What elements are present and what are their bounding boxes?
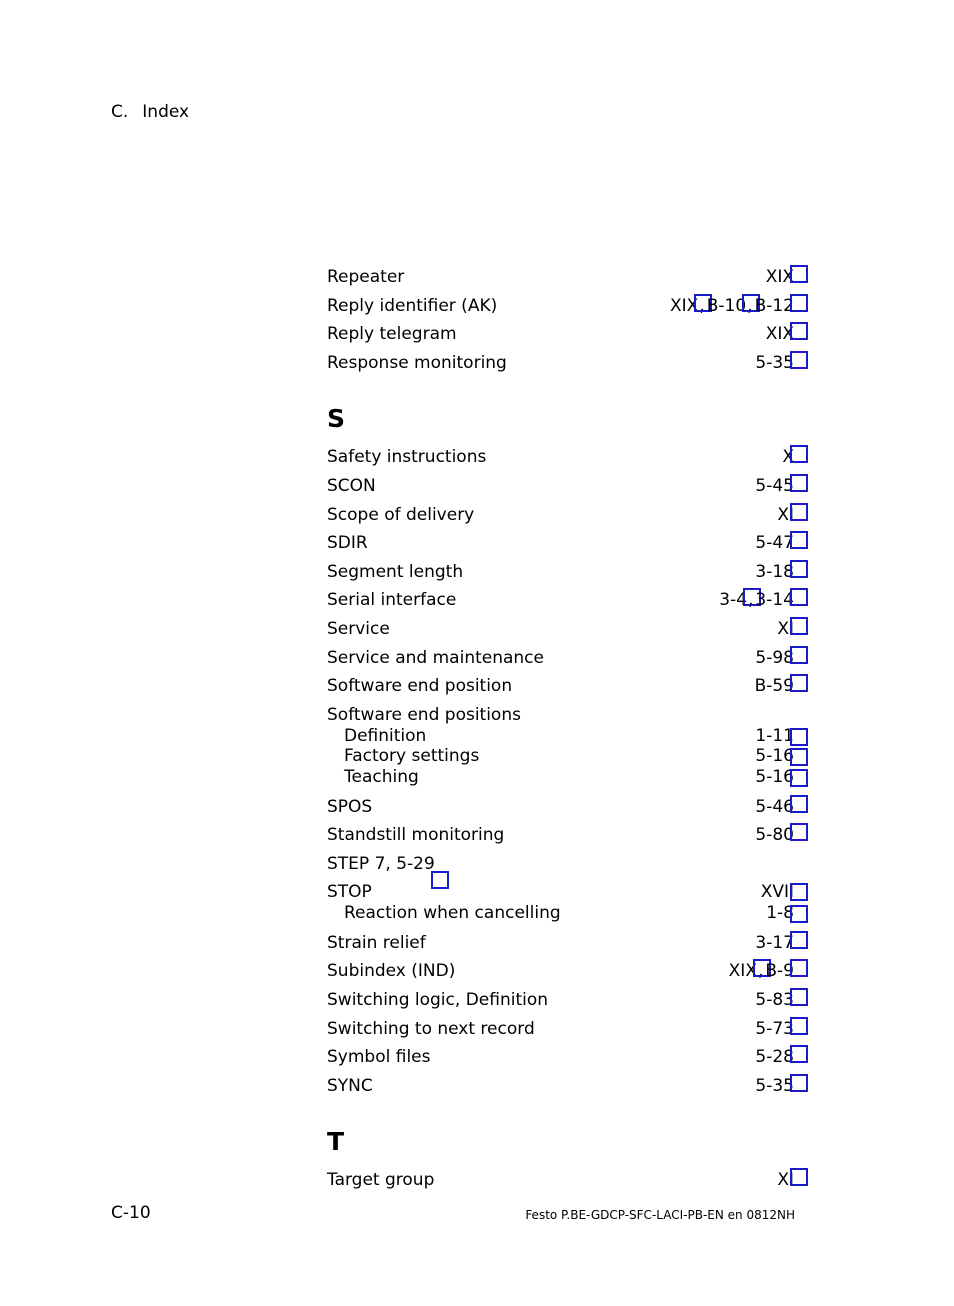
page-references xyxy=(670,292,794,321)
link-box-icon xyxy=(790,1045,808,1063)
page-reference-link[interactable] xyxy=(719,586,747,615)
index-term: SDIR xyxy=(327,533,368,554)
page-reference-link[interactable] xyxy=(755,793,794,822)
page-reference-link[interactable] xyxy=(782,443,794,472)
index-entry xyxy=(327,349,794,378)
index-term: Switching logic, Definition xyxy=(327,990,549,1011)
index-entry xyxy=(327,320,794,349)
index-term: Reaction when cancelling xyxy=(344,903,561,924)
index-entry xyxy=(327,472,794,501)
page-reference-text: 3-18 xyxy=(755,561,794,582)
page-references xyxy=(761,881,794,903)
page-reference-link[interactable] xyxy=(755,529,794,558)
index-term: Symbol files xyxy=(327,1047,431,1068)
index-term: Switching to next record xyxy=(327,1018,535,1039)
page-references xyxy=(755,472,794,501)
index-term: Definition xyxy=(344,725,427,746)
index-term: STOP xyxy=(327,882,372,903)
index-term: Factory settings xyxy=(344,746,480,767)
link-box-icon xyxy=(790,674,808,692)
page-reference-text: X xyxy=(782,447,794,468)
index-letter-heading: T xyxy=(327,1127,345,1157)
page-reference-text: 5-16 xyxy=(755,746,794,767)
page-references xyxy=(755,1072,794,1101)
page-reference-text: 3-4 xyxy=(719,590,747,611)
index-term: SCON xyxy=(327,475,376,496)
page-reference-link[interactable] xyxy=(755,986,794,1015)
page-reference-link[interactable] xyxy=(755,644,794,673)
page-references xyxy=(755,644,794,673)
page-reference-text: 5-16 xyxy=(755,766,794,787)
page-references xyxy=(755,558,794,587)
index-term: SPOS xyxy=(327,796,373,817)
index-term: Subindex (IND) xyxy=(327,961,456,982)
index-term: Strain relief xyxy=(327,932,426,953)
page-reference-text: 5-28 xyxy=(755,1047,794,1068)
index-entry xyxy=(327,821,794,850)
page-reference-text: 3-17 xyxy=(755,932,794,953)
page-reference-link[interactable] xyxy=(755,1072,794,1101)
page-reference-link[interactable] xyxy=(761,881,794,903)
running-header xyxy=(111,102,189,122)
page-references xyxy=(755,929,794,958)
index-entry xyxy=(327,986,794,1015)
page-reference-link[interactable] xyxy=(766,903,794,924)
index-subentry xyxy=(327,746,794,767)
link-box-icon xyxy=(790,474,808,492)
page-reference-text: 5-80 xyxy=(755,825,794,846)
page-reference-text: 5-35 xyxy=(755,352,794,373)
ref-separator: , xyxy=(699,295,705,316)
page-reference-link[interactable] xyxy=(755,821,794,850)
index-term: Segment length xyxy=(327,561,464,582)
page-reference-text: XIX xyxy=(670,295,699,316)
link-box-icon xyxy=(790,1074,808,1092)
ref-separator: , xyxy=(748,590,754,611)
index-term: Target group xyxy=(327,1170,435,1191)
index-entry xyxy=(327,558,794,587)
page-reference-link[interactable] xyxy=(755,746,794,767)
link-box-icon xyxy=(790,988,808,1006)
page-reference-text: XIX xyxy=(765,324,794,345)
index-term: Service xyxy=(327,618,390,639)
page-reference-link[interactable] xyxy=(777,615,794,644)
index-term: Repeater xyxy=(327,267,405,287)
index-term: Software end positions xyxy=(327,704,521,725)
index-entry xyxy=(327,793,794,822)
ref-separator: , xyxy=(757,961,764,982)
page-references xyxy=(777,615,794,644)
index-term: Scope of delivery xyxy=(327,504,475,525)
page-reference-text: 5-73 xyxy=(755,1018,794,1039)
page-reference-text: XIX xyxy=(728,961,757,982)
page-reference-link[interactable] xyxy=(707,292,746,321)
page-references xyxy=(719,586,794,615)
page-reference-text: 5-47 xyxy=(755,533,794,554)
page-reference-link[interactable] xyxy=(755,1043,794,1072)
link-box-icon xyxy=(790,883,808,901)
index-entry xyxy=(327,263,794,292)
page-references xyxy=(766,263,794,292)
index-entry xyxy=(327,1043,794,1072)
link-box-icon xyxy=(790,795,808,813)
page-reference-text: B-59 xyxy=(754,676,794,697)
index-list xyxy=(327,263,794,1195)
page-references xyxy=(766,903,794,924)
page-reference-link[interactable] xyxy=(729,957,757,986)
link-box-icon xyxy=(790,905,808,923)
index-entry xyxy=(327,586,794,615)
index-term: Standstill monitoring xyxy=(327,825,505,846)
page-references xyxy=(777,1166,794,1195)
page-reference-text: XI xyxy=(777,504,794,525)
link-box-icon xyxy=(790,445,808,463)
index-term: Service and maintenance xyxy=(327,647,544,668)
page-reference-link[interactable] xyxy=(755,1015,794,1044)
page-reference-text: 3-14 xyxy=(755,590,794,611)
page-reference-link[interactable] xyxy=(755,472,794,501)
page-reference-text: XIX xyxy=(765,267,794,287)
index-entry xyxy=(327,850,794,879)
page-reference-text: B-9 xyxy=(765,961,794,982)
page-references xyxy=(755,726,794,747)
page-reference-text: 1-8 xyxy=(766,903,794,924)
index-term: Reply identifier (AK) xyxy=(327,295,498,316)
page-number: C-10 xyxy=(111,1203,151,1223)
index-entry xyxy=(327,615,794,644)
page-reference-link[interactable] xyxy=(755,672,794,701)
page-reference-link[interactable] xyxy=(670,292,698,321)
index-entry xyxy=(327,957,794,986)
index-term: Software end position xyxy=(327,676,513,697)
page-references xyxy=(755,821,794,850)
page-reference-text: 5-35 xyxy=(755,1075,794,1096)
link-box-icon xyxy=(790,322,808,340)
page-references xyxy=(755,1015,794,1044)
page-reference-link[interactable] xyxy=(755,767,794,788)
link-box-icon xyxy=(790,1017,808,1035)
index-term: Reply telegram xyxy=(327,324,457,345)
index-entry xyxy=(327,443,794,472)
page-reference-link[interactable] xyxy=(765,957,794,986)
index-subentry xyxy=(327,726,794,747)
index-entry xyxy=(327,704,794,726)
link-box-icon xyxy=(790,728,808,746)
index-entry xyxy=(327,672,794,701)
page-references xyxy=(777,501,794,530)
link-box-icon xyxy=(790,351,808,369)
page-reference-link[interactable] xyxy=(755,586,794,615)
page-references xyxy=(755,793,794,822)
index-subentry xyxy=(327,903,794,924)
index-entry xyxy=(327,644,794,673)
page-reference-text: B-12 xyxy=(754,295,794,316)
document-id: Festo P.BE-GDCP-SFC-LACI-PB-EN en 0812NH xyxy=(525,1208,795,1222)
page-references xyxy=(755,1043,794,1072)
page-reference-link[interactable] xyxy=(766,263,794,292)
index-entry xyxy=(327,1015,794,1044)
page-reference-text: 5-45 xyxy=(755,475,794,496)
page-references xyxy=(755,746,794,767)
index-entry xyxy=(327,1072,794,1101)
link-box-icon xyxy=(790,588,808,606)
index-entry xyxy=(327,292,794,321)
index-entry xyxy=(327,1166,794,1195)
section-title: Index xyxy=(142,102,190,122)
page-reference-text: XI xyxy=(777,1170,794,1191)
ref-separator: , xyxy=(747,295,753,316)
link-box-icon xyxy=(790,959,808,977)
index-term: SYNC xyxy=(327,1075,373,1096)
page-references xyxy=(755,986,794,1015)
index-entry xyxy=(327,501,794,530)
page-reference-text: XI xyxy=(777,618,794,639)
page-reference-link[interactable] xyxy=(755,292,794,321)
link-box-icon xyxy=(790,294,808,312)
index-entry xyxy=(327,929,794,958)
page-references xyxy=(755,672,794,701)
page-reference-text: 5-46 xyxy=(755,796,794,817)
index-letter-heading: S xyxy=(327,404,346,434)
page-reference-text: 5-98 xyxy=(755,647,794,668)
page-reference-link[interactable] xyxy=(755,558,794,587)
link-box-icon xyxy=(790,769,808,787)
page-reference-link[interactable] xyxy=(777,1166,794,1195)
page-references xyxy=(766,320,794,349)
page-references xyxy=(755,529,794,558)
page-reference-link[interactable] xyxy=(755,349,794,378)
link-box-icon xyxy=(790,646,808,664)
link-box-icon xyxy=(790,531,808,549)
index-entry xyxy=(327,529,794,558)
page-reference-text: 1-11 xyxy=(755,725,794,746)
link-box-icon xyxy=(790,265,808,283)
index-term-wrapper xyxy=(327,850,435,879)
index-term: Response monitoring xyxy=(327,352,507,373)
page-reference-link[interactable] xyxy=(777,501,794,530)
page-reference-link[interactable] xyxy=(755,726,794,747)
index-term: STEP 7, 5-29 xyxy=(327,853,435,874)
link-box-icon xyxy=(790,1168,808,1186)
link-box-icon xyxy=(790,617,808,635)
page-references xyxy=(729,957,794,986)
index-entry xyxy=(327,881,794,903)
link-box-icon xyxy=(790,560,808,578)
page-references xyxy=(782,443,794,472)
page-reference-link[interactable] xyxy=(766,320,794,349)
section-number: C. xyxy=(111,102,129,122)
index-term: Teaching xyxy=(344,766,419,787)
page-reference-text: B-10 xyxy=(706,295,747,316)
index-term: Serial interface xyxy=(327,590,457,611)
page-reference-text: XVII xyxy=(760,882,794,903)
page-reference-link[interactable] xyxy=(755,929,794,958)
index-term: Safety instructions xyxy=(327,447,487,468)
page-references xyxy=(755,349,794,378)
page-reference-text: 5-83 xyxy=(755,990,794,1011)
link-box-icon xyxy=(790,748,808,766)
page-references xyxy=(755,767,794,788)
link-box-icon xyxy=(790,503,808,521)
link-box-icon xyxy=(790,931,808,949)
link-box-icon xyxy=(790,823,808,841)
index-subentry xyxy=(327,767,794,788)
